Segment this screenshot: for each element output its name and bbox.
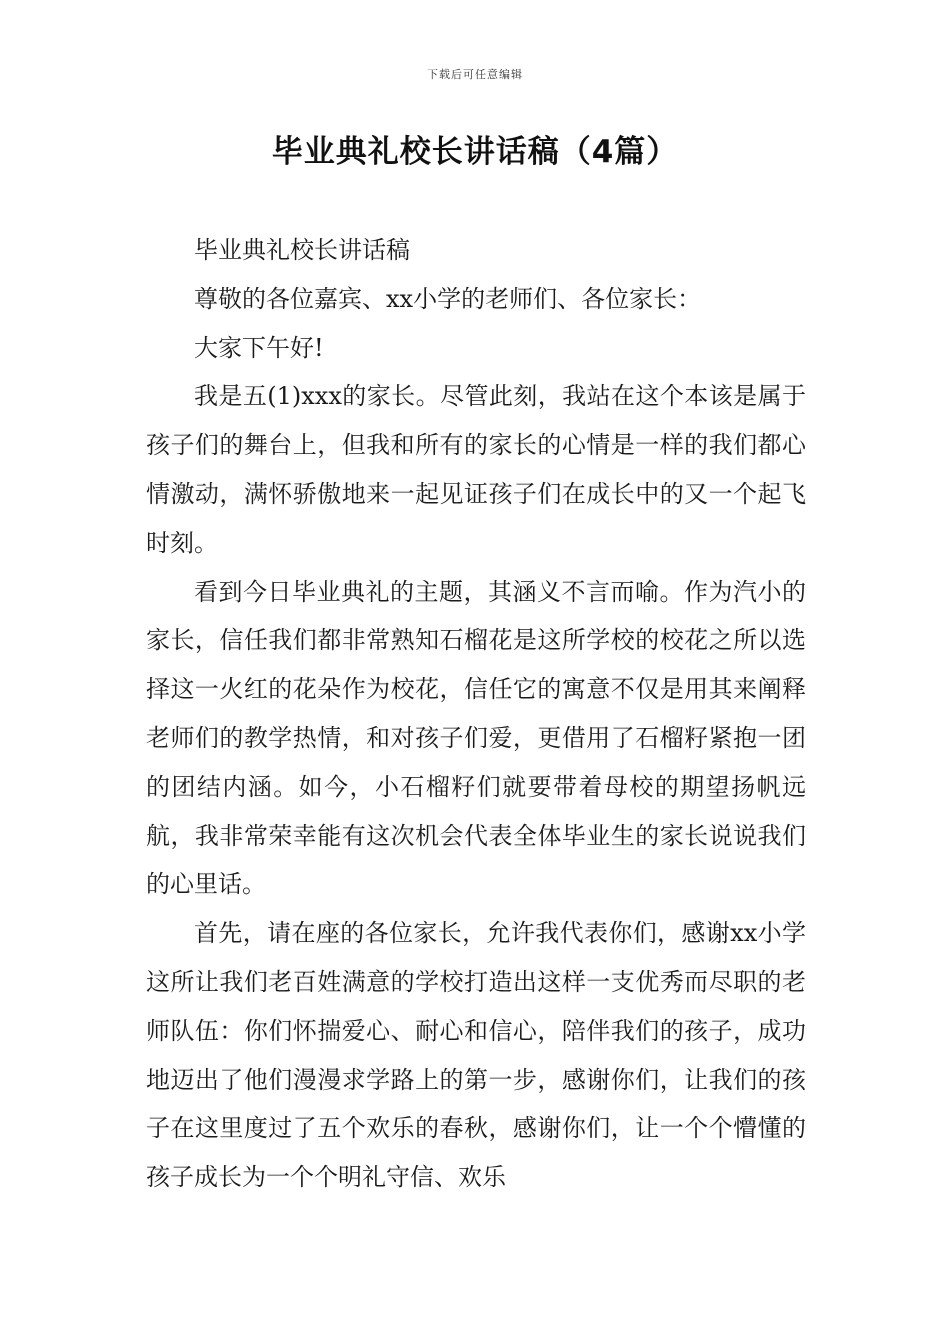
document-body <box>146 226 806 1202</box>
paragraph: 我是五(1)xxx的家长。尽管此刻，我站在这个本该是属于孩子们的舞台上，但我和所有的家长的心情是一样的我们都心情激动，满怀骄傲地来一起见证孩子们在成长中的又一个起飞时刻。 <box>146 382 806 557</box>
header-note: 下载后可任意编辑 <box>427 68 523 81</box>
paragraph: 首先，请在座的各位家长，允许我代表你们，感谢xx小学这所让我们老百姓满意的学校打造出这样一支优秀而尽职的老师队伍：你们怀揣爱心、耐心和信心，陪伴我们的孩子，成功地迈出了他们漫漫求学路上的第一步，感谢你们，让我们的孩子在这里度过了五个欢乐的春秋，感谢你们，让一个个懵懂的孩子成长为一个个明礼守信、欢乐 <box>146 919 806 1192</box>
paragraph: 看到今日毕业典礼的主题，其涵义不言而喻。作为汽小的家长，信任我们都非常熟知石榴花是这所学校的校花之所以选择这一火红的花朵作为校花，信任它的寓意不仅是用其来阐释老师们的教学热情，和对孩子们爱，更借用了石榴籽紧抱一团的团结内涵。如今，小石榴籽们就要带着母校的期望扬帆远航，我非常荣幸能有这次机会代表全体毕业生的家长说说我们的心里话。 <box>146 577 806 899</box>
paragraph-salutation: 尊敬的各位嘉宾、xx小学的老师们、各位家长： <box>194 284 702 313</box>
paragraph-subtitle: 毕业典礼校长讲话稿 <box>194 236 410 264</box>
paragraph-greeting: 大家下午好! <box>194 333 324 362</box>
document-title: 毕业典礼校长讲话稿（4篇） <box>271 134 679 170</box>
